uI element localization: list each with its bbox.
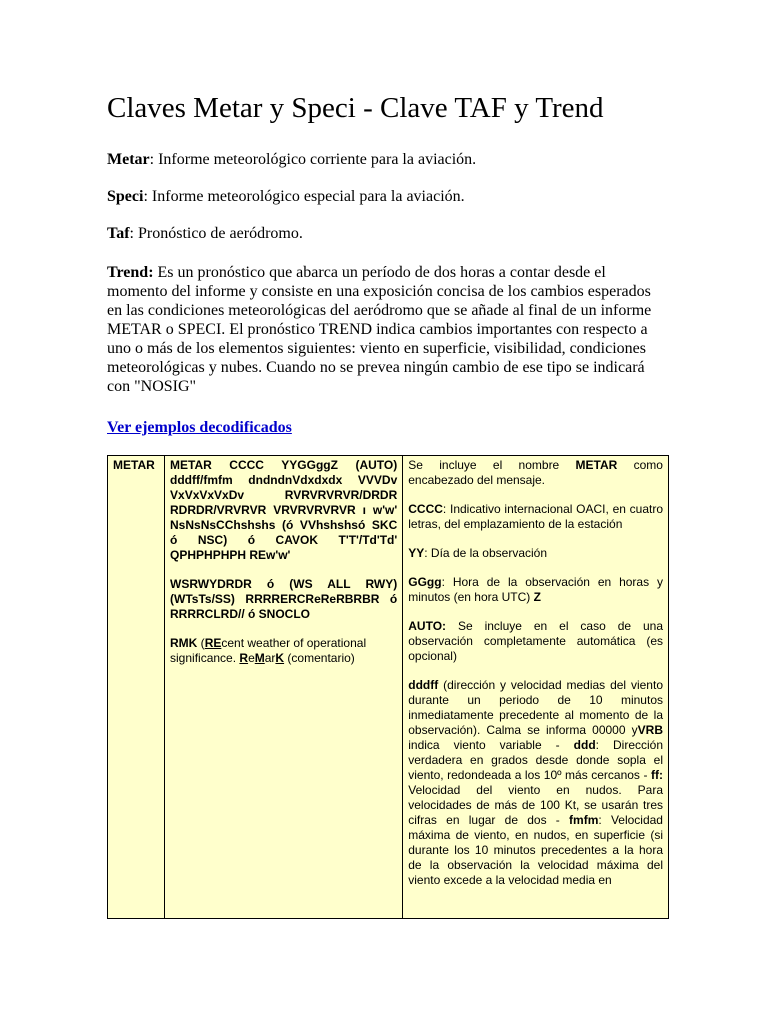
metar-code-table	[107, 455, 669, 919]
explanation-metar: Se incluye el nombre METAR como encabezado del mensaje.	[408, 458, 663, 487]
code-format-line-1: METAR CCCC YYGGggZ (AUTO) dddff/fmfm dndndnVdxdxdx VVVDv VxVxVxVxDv RVRVRVRVR/DRDR RDRDR/VRVRVR VRVRVRVRVR ı w'w' NsNsNsCChshshs (ó VVhshshsó SKC ó NSC) ó CAVOK T'T'/Td'Td' QPHPHPHPH REw'w'	[170, 458, 398, 562]
rmk-description: RMK (REcent weather of operational significance. ReMarK (comentario)	[170, 636, 367, 665]
code-format-cell	[165, 456, 403, 919]
page-title: Claves Metar y Speci - Clave TAF y Trend	[107, 92, 604, 124]
explanation-auto: AUTO: Se incluye en el caso de una observación completamente automática (es opcional)	[408, 619, 663, 663]
table-row	[108, 456, 669, 919]
code-explanation-cell	[403, 456, 669, 919]
definition-term: Trend:	[107, 264, 154, 281]
definition-term: Taf	[107, 225, 130, 242]
definition-trend	[107, 263, 667, 396]
definition-text: Es un pronóstico que abarca un período de dos horas a contar desde el momento del informe y consiste en una exposición concisa de los cambios esperados en las condiciones meteorológicas del aeródromo que se añade al final de un informe METAR o SPECI. El pronóstico TREND indica cambios importantes con respecto a uno o más de los elementos siguientes: viento en superficie, visibilidad, condiciones meteorológicas y nubes. Cuando no se prevea ningún cambio de ese tipo se indicará con "NOSIG"	[107, 264, 652, 395]
definition-text: Informe meteorológico especial para la aviación.	[151, 188, 465, 205]
examples-link[interactable]: Ver ejemplos decodificados	[107, 419, 292, 436]
explanation-yy: YY: Día de la observación	[408, 546, 548, 560]
definition-text: Pronóstico de aeródromo.	[137, 225, 303, 242]
definition-text: Informe meteorológico corriente para la aviación.	[158, 151, 477, 168]
definition-metar: Metar: Informe meteorológico corriente para la aviación.	[107, 151, 477, 168]
definition-term: Metar	[107, 151, 150, 168]
definition-taf: Taf: Pronóstico de aeródromo.	[107, 225, 303, 242]
explanation-gggg: GGgg: Hora de la observación en horas y minutos (en hora UTC) Z	[408, 575, 663, 604]
code-format-line-2: WSRWYDRDR ó (WS ALL RWY) (WTsTs/SS) RRRRERCReReRBRBR ó RRRRCLRD// ó SNOCLO	[170, 577, 398, 621]
explanation-dddff: dddff (dirección y velocidad medias del viento durante un periodo de 10 minutos inmediatamente precedente al momento de la observación). Calma se informa 00000 yVRB indica viento variable - ddd: Dirección verdadera en grados desde donde sopla el viento, redondeada a los 10º más cercanos - ff: Velocidad del viento en nudos. Para velocidades de más de 100 Kt, se usarán tres cifras en lugar de dos - fmfm: Velocidad máxima de viento, en nudos, en superficie (si durante los 10 minutos precedentes a la hora de la observación la velocidad máxima del viento excede a la velocidad media en	[408, 678, 664, 887]
explanation-cccc: CCCC: Indicativo internacional OACI, en cuatro letras, del emplazamiento de la estación	[408, 502, 663, 531]
definition-speci: Speci: Informe meteorológico especial para la aviación.	[107, 188, 465, 205]
definition-term: Speci	[107, 188, 144, 205]
code-type-cell: METAR	[108, 456, 165, 919]
